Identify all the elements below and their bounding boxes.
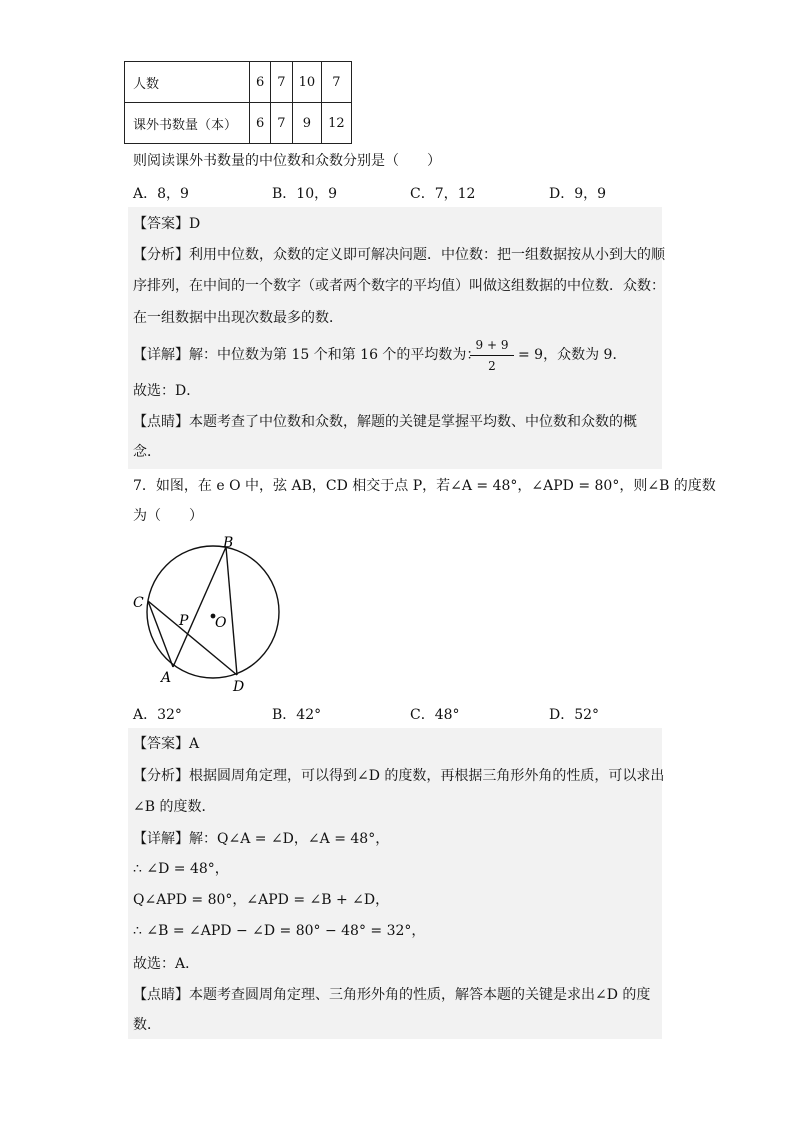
table-cell: 7	[271, 62, 292, 103]
segment-bd	[226, 547, 237, 675]
q7-detail-line2: ∴ ∠D = 48°，	[133, 861, 229, 877]
label-d: D	[233, 679, 245, 695]
q6-detail	[133, 345, 480, 365]
q6-fraction	[470, 337, 514, 374]
q6-comment-line1: 【点睛】本题考查了中位数和众数，解题的关键是掌握平均数、中位数和众数的概	[133, 414, 637, 430]
table-cell: 6	[250, 103, 271, 144]
q7-detail-line4: ∴ ∠B = ∠APD − ∠D = 80° − 48° = 32°，	[133, 923, 426, 939]
q7-detail-line1: 【详解】解：Q∠A = ∠D，∠A = 48°，	[133, 831, 390, 847]
table-cell: 课外书数量（本）	[125, 103, 250, 144]
q6-analysis-line3: 在一组数据中出现次数最多的数．	[133, 310, 343, 326]
q6-stem: 则阅读课外书数量的中位数和众数分别是（ ）	[133, 153, 441, 169]
circle-o	[147, 546, 279, 678]
q7-option-a: A．32°	[133, 707, 182, 723]
label-c: C	[133, 595, 144, 611]
q7-option-c: C．48°	[410, 707, 460, 723]
q6-option-c: C．7，12	[410, 186, 476, 202]
table-cell: 7	[322, 62, 352, 103]
q6-answer: 【答案】D	[133, 216, 201, 232]
table-cell: 12	[322, 103, 352, 144]
label-a: A	[161, 670, 172, 686]
q6-analysis-line1: 【分析】利用中位数，众数的定义即可解决问题．中位数：把一组数据按从小到大的顺	[133, 247, 665, 263]
table-row	[125, 62, 352, 103]
table-cell: 6	[250, 62, 271, 103]
table-row	[125, 103, 352, 144]
q6-option-b: B．10，9	[272, 186, 338, 202]
label-b: B	[223, 535, 234, 551]
data-table	[124, 61, 352, 144]
q7-analysis-line2: ∠B 的度数．	[133, 799, 216, 815]
fraction-denominator: 2	[488, 359, 496, 373]
table-cell: 9	[292, 103, 322, 144]
q6-detail-prefix: 【详解】解：中位数为第 15 个和第 16 个的平均数为：	[133, 347, 481, 363]
q7-answer: 【答案】A	[133, 736, 200, 752]
label-o: O	[215, 615, 227, 631]
q6-option-d: D．9，9	[549, 186, 607, 202]
q6-comment-line2: 念．	[133, 444, 161, 460]
fraction-bar	[470, 355, 514, 356]
q7-stem-line2: 为（ ）	[133, 508, 203, 524]
q6-choose: 故选：D．	[133, 383, 201, 399]
q7-stem-line1: 7．如图，在 e O 中，弦 AB，CD 相交于点 P，若∠A = 48°，∠APD = 80°，则∠B 的度数	[133, 478, 716, 494]
fraction-numerator: 9 + 9	[475, 338, 509, 352]
label-p: P	[179, 613, 189, 629]
table-cell: 7	[271, 103, 292, 144]
q7-option-d: D．52°	[549, 707, 600, 723]
table-cell: 人数	[125, 62, 250, 103]
circle-diagram	[130, 530, 290, 695]
chord-ab	[173, 547, 226, 667]
q7-analysis-line1: 【分析】根据圆周角定理，可以得到∠D 的度数，再根据三角形外角的性质，可以求出	[133, 768, 665, 784]
q7-comment-line1: 【点睛】本题考查圆周角定理、三角形外角的性质，解答本题的关键是求出∠D 的度	[133, 987, 651, 1003]
q7-comment-line2: 数．	[133, 1017, 161, 1033]
q6-analysis-line2: 序排列，在中间的一个数字（或者两个数字的平均值）叫做这组数据的中位数．众数：	[133, 278, 665, 294]
q7-choose: 故选：A．	[133, 956, 200, 972]
q6-detail-suffix: = 9，众数为 9．	[518, 347, 627, 363]
q7-detail-line3: Q∠APD = 80°，∠APD = ∠B + ∠D，	[133, 892, 390, 908]
table-cell: 10	[292, 62, 322, 103]
q7-option-b: B．42°	[272, 707, 322, 723]
q6-option-a: A．8，9	[133, 186, 189, 202]
